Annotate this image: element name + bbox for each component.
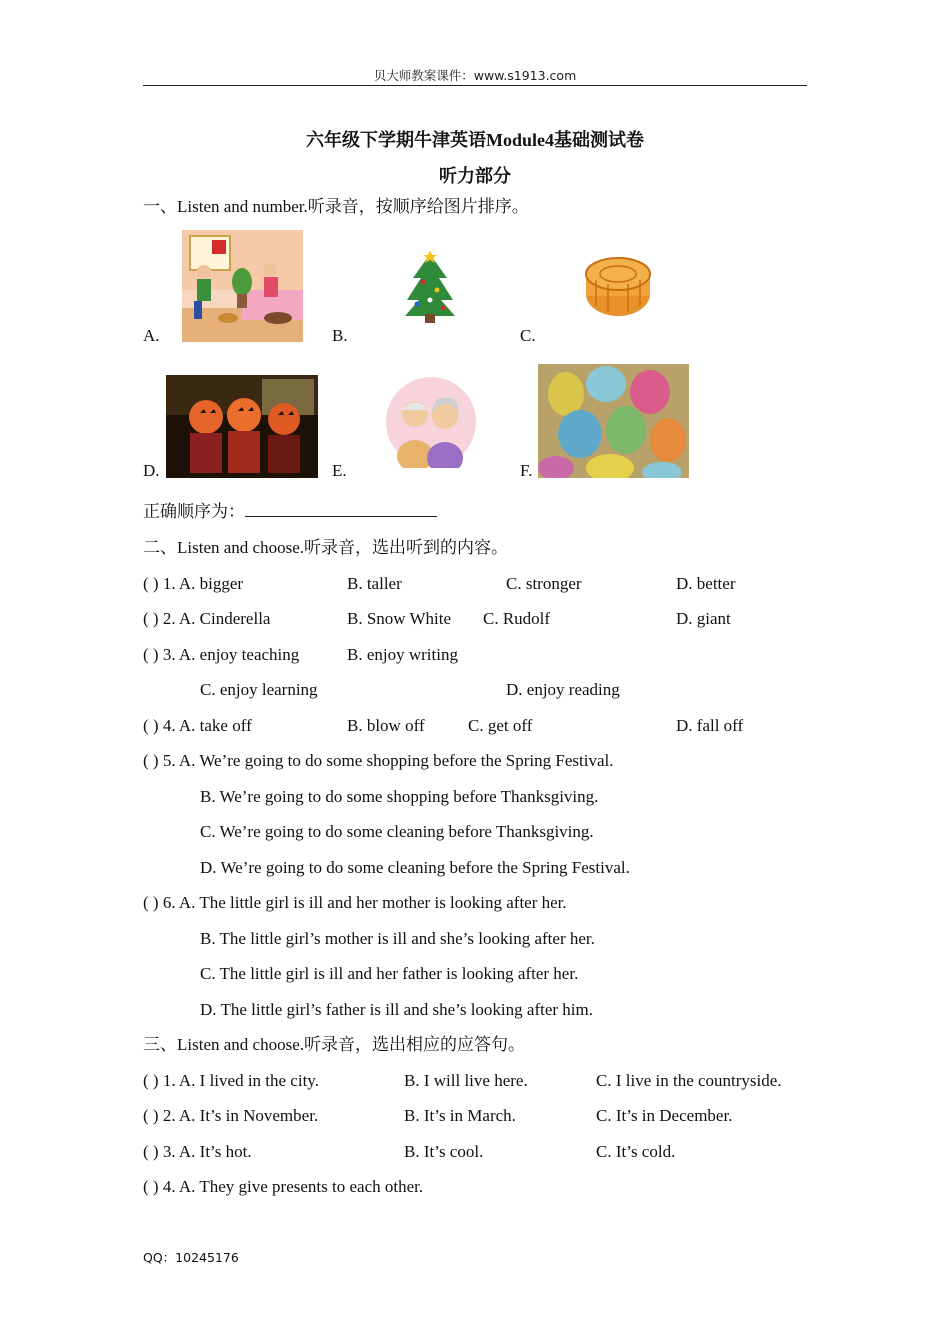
s3-q3-a: ( ) 3. A. It’s hot. [143, 1142, 252, 1161]
answer-blank[interactable] [245, 501, 437, 517]
section1-heading: 一、Listen and number.听录音，按顺序给图片排序。 [143, 197, 529, 216]
s2-q5-c: C. We’re going to do some cleaning before Thanksgiving. [200, 822, 594, 841]
s3-q1-b: B. I will live here. [404, 1071, 528, 1090]
s2-q6-a: ( ) 6. A. The little girl is ill and her mother is looking after her. [143, 893, 567, 912]
s2-q5-b: B. We’re going to do some shopping before Thanksgiving. [200, 787, 599, 806]
s2-q4-a: ( ) 4. A. take off [143, 716, 252, 735]
section3-heading: 三、Listen and choose.听录音，选出相应的应答句。 [143, 1035, 525, 1054]
picture-label-a: A. [143, 326, 160, 345]
s3-q3-c: C. It’s cold. [596, 1142, 676, 1161]
picture-d-pumpkin-dolls [166, 375, 318, 478]
s2-q3-b: B. enjoy writing [347, 645, 458, 664]
picture-b-christmas-tree [403, 250, 457, 326]
section2-heading: 二、Listen and choose.听录音，选出听到的内容。 [143, 538, 508, 557]
s3-q1-c: C. I live in the countryside. [596, 1071, 782, 1090]
page-footer: QQ：10245176 [143, 1250, 239, 1265]
s2-q4-d: D. fall off [676, 716, 744, 735]
picture-e-grandparents [385, 376, 477, 468]
page-subtitle: 听力部分 [439, 166, 511, 186]
page-title: 六年级下学期牛津英语Module4基础测试卷 [306, 130, 644, 150]
s3-q4-a: ( ) 4. A. They give presents to each other. [143, 1177, 424, 1196]
s2-q4-b: B. blow off [347, 716, 425, 735]
s2-q2-c: C. Rudolf [483, 609, 551, 628]
s2-q1-d: D. better [676, 574, 736, 593]
picture-label-b: B. [332, 326, 348, 345]
s2-q3-c: C. enjoy learning [200, 680, 318, 699]
s3-q2-c: C. It’s in December. [596, 1106, 733, 1125]
s2-q2-d: D. giant [676, 609, 731, 628]
s2-q1-b: B. taller [347, 574, 402, 593]
picture-c-mooncake [582, 254, 654, 318]
s3-q3-b: B. It’s cool. [404, 1142, 484, 1161]
s2-q6-d: D. The little girl’s father is ill and she’s looking after him. [200, 1000, 593, 1019]
picture-f-easter-eggs [538, 364, 689, 478]
s3-q1-a: ( ) 1. A. I lived in the city. [143, 1071, 319, 1090]
s2-q6-c: C. The little girl is ill and her father is looking after her. [200, 964, 579, 983]
s2-q5-d: D. We’re going to do some cleaning before the Spring Festival. [200, 858, 630, 877]
picture-label-e: E. [332, 461, 347, 480]
answer-line [143, 501, 437, 523]
s3-q2-b: B. It’s in March. [404, 1106, 516, 1125]
header-rule [143, 85, 807, 86]
picture-a-family-cleaning [182, 230, 303, 342]
picture-label-f: F. [520, 461, 533, 480]
picture-label-c: C. [520, 326, 536, 345]
s2-q3-a: ( ) 3. A. enjoy teaching [143, 645, 300, 664]
s2-q5-a: ( ) 5. A. We’re going to do some shopping before the Spring Festival. [143, 751, 614, 770]
s2-q2-b: B. Snow White [347, 609, 452, 628]
s2-q1-a: ( ) 1. A. bigger [143, 574, 244, 593]
s2-q4-c: C. get off [468, 716, 533, 735]
s2-q2-a: ( ) 2. A. Cinderella [143, 609, 271, 628]
s2-q3-d: D. enjoy reading [506, 680, 620, 699]
picture-label-d: D. [143, 461, 160, 480]
s2-q6-b: B. The little girl’s mother is ill and she’s looking after her. [200, 929, 595, 948]
s2-q1-c: C. stronger [506, 574, 582, 593]
answer-prefix: 正确顺序为： [143, 502, 245, 521]
s3-q2-a: ( ) 2. A. It’s in November. [143, 1106, 319, 1125]
page-header: 贝大师教案课件：www.s1913.com [373, 68, 577, 83]
